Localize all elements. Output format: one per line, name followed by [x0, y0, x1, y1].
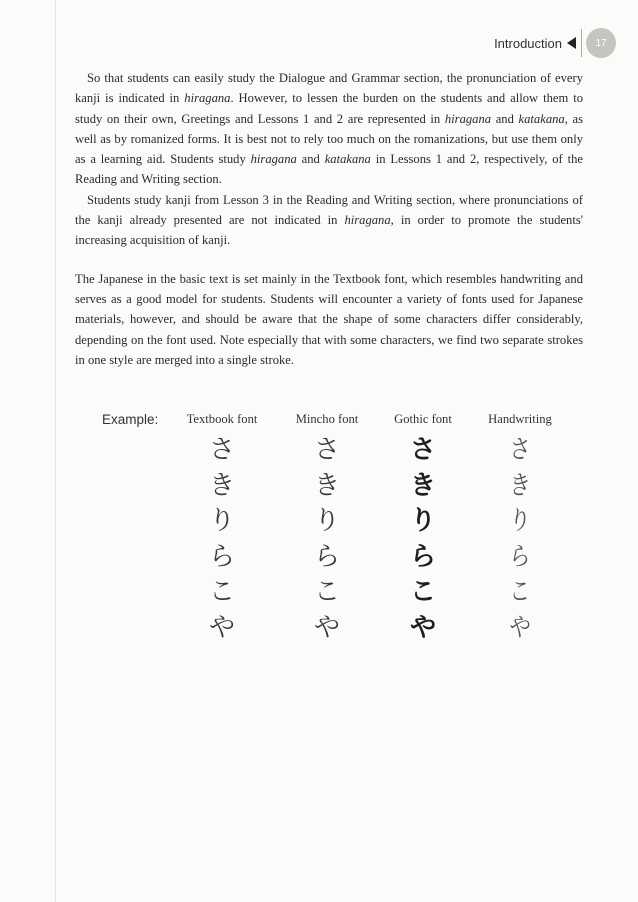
column-header: Gothic font [394, 412, 452, 426]
kana-ya: や [409, 612, 436, 643]
kana-ri: り [313, 506, 340, 536]
running-header [494, 28, 616, 58]
kana-sa: さ [508, 435, 532, 465]
column-header: Mincho font [295, 412, 359, 426]
italic-term: hiragana [250, 152, 297, 167]
text-run: Students study kanji from Lesson 3 in the Reading and Writing section, where pronunciations of the kanji already presented are not indicated in [75, 192, 583, 228]
kana-ri: り [208, 506, 235, 536]
kana-ya: や [508, 612, 532, 643]
paragraph-fonts [75, 269, 583, 370]
kana-ra: ら [208, 541, 235, 572]
body-text [75, 68, 583, 370]
kana-ra: ら [313, 541, 340, 572]
kana-ya: や [313, 612, 340, 643]
kana-ra: ら [409, 541, 436, 572]
page-edge-line [55, 0, 56, 902]
kana-sa: さ [208, 435, 235, 465]
kana-ki: き [313, 470, 340, 501]
italic-term: katakana [324, 152, 371, 167]
kana-sa: さ [313, 435, 340, 465]
page-number: 17 [586, 28, 616, 58]
italic-term: hiragana [184, 91, 231, 106]
left-triangle-icon [567, 37, 576, 49]
text-run: So that students can easily study the Dialogue and Grammar section, the pronunciation of every kanji is indicated in [75, 71, 583, 106]
text-run: , as well as by romanized forms. It is best not to rely too much on the romanizations, but use them only as a learning aid. Students study [75, 111, 584, 167]
gothic-font-column [373, 412, 473, 646]
kana-ko: こ [313, 577, 340, 607]
mincho-font-column [277, 412, 377, 646]
kana-ko: こ [208, 577, 235, 607]
kana-ri: り [508, 506, 532, 536]
italic-term: katakana [518, 111, 565, 126]
paragraph-pronunciation [75, 68, 583, 190]
kana-ki: き [409, 470, 436, 501]
italic-term: hiragana [444, 111, 492, 126]
example-label: Example: [102, 412, 159, 427]
kana-sa: さ [409, 435, 436, 465]
kana-ya: や [208, 612, 235, 643]
text-run: . However, to lessen the burden on the students and allow them to study on their own, Greetings and Lessons 1 and 2 are represented in [75, 91, 583, 126]
kana-ko: こ [508, 577, 532, 607]
text-run: and [491, 111, 519, 126]
text-run: and [296, 152, 325, 167]
kana-ki: き [208, 470, 235, 501]
kana-ki: き [508, 470, 532, 501]
paragraph-kanji-study [75, 190, 583, 251]
text-run: in Lessons 1 and 2, respectively, of the Reading and Writing section. [75, 152, 583, 187]
text-run: The Japanese in the basic text is set mainly in the Textbook font, which resembles handwriting and serves as a good model for students. Students will encounter a variety of fonts used for Japanese materials, however, and should be aware that the shape of some characters differ considerably, depending on the font used. Note especially that with some characters, we find two separate strokes in one style are merged into a single stroke. [75, 271, 583, 367]
column-header: Textbook font [186, 412, 258, 426]
kana-ra: ら [508, 541, 532, 572]
italic-term: hiragana [344, 213, 391, 228]
kana-ko: こ [409, 577, 436, 607]
handwriting-column [470, 412, 570, 646]
textbook-font-column [172, 412, 272, 646]
header-divider [581, 29, 582, 57]
kana-ri: り [409, 506, 436, 536]
text-run: , in order to promote the students' increasing acquisition of kanji. [75, 213, 583, 248]
section-name: Introduction [494, 35, 562, 51]
column-header: Handwriting [488, 412, 552, 426]
